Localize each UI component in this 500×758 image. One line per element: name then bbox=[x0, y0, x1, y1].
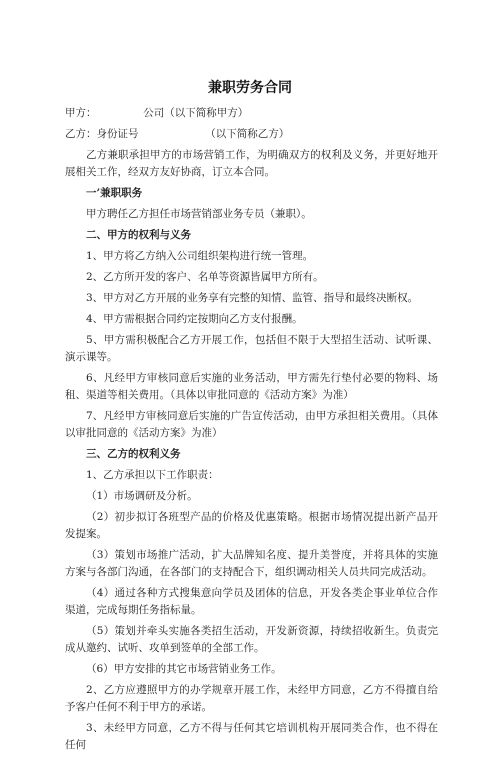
section-2-item: 3、甲方对乙方开展的业务享有完整的知情、监管、指导和最终决断权。 bbox=[86, 292, 419, 304]
section-3-duty: （4）通过各种方式搜集意向学员及团体的信息，开发各类企事业单位合作渠道，完成每期任务指标量。 bbox=[65, 587, 438, 616]
section-3-heading: 三、乙方的权利义务 bbox=[86, 448, 181, 460]
section-3-duty: （2）初步拟订各班型产品的价格及优惠策略。根据市场情况提出新产品开发提案。 bbox=[65, 511, 438, 540]
section-2-item: 5、甲方需积极配合乙方开展工作，包括但不限于大型招生活动、试听课、演示课等。 bbox=[65, 334, 438, 363]
section-3-item: 3、未经甲方同意，乙方不得与任何其它培训机构开展同类合作，也不得在任何 bbox=[65, 722, 438, 751]
section-3-duty: （3）策划市场推广活动，扩大品牌知名度、提升美誉度，并将具体的实施方案与各部门沟通，在各部门的支持配合下，组织调动相关人员共同完成活动。 bbox=[65, 549, 438, 578]
intro-paragraph: 乙方兼职承担甲方的市场营销工作，为明确双方的权利及义务，并更好地开展相关工作，经双方友好协商，订立本合同。 bbox=[65, 149, 438, 178]
section-3-item: 2、乙方应遵照甲方的办学规章开展工作，未经甲方同意，乙方不得擅自给予客户任何不利于甲方的承诺。 bbox=[65, 684, 438, 713]
section-3-duty: （5）策划并牵头实施各类招生活动，开发新资源，持续招收新生。负责完成从邀约、试听、攻单到签单的全部工作。 bbox=[65, 625, 438, 654]
section-1-heading: 一’兼职职务 bbox=[86, 187, 143, 199]
section-1-text: 甲方聘任乙方担任市场营销部业务专员（兼职）。 bbox=[86, 208, 312, 220]
party-b-line: 乙方：身份证号 （以下简称乙方） bbox=[65, 128, 290, 140]
section-2-item: 1、甲方将乙方纳入公司组织架构进行统一管理。 bbox=[86, 250, 314, 262]
document-title: 兼职劳务合同 bbox=[208, 80, 292, 96]
section-2-heading: 二、甲方的权利与义务 bbox=[86, 229, 191, 241]
section-3-item: 1、乙方承担以下工作职责： bbox=[86, 469, 219, 481]
party-a-line: 甲方： 公司（以下简称甲方） bbox=[65, 107, 249, 119]
section-3-duty: （1）市场调研及分析。 bbox=[86, 490, 198, 502]
section-2-item: 2、乙方所开发的客户、名单等资源皆属甲方所有。 bbox=[86, 271, 324, 283]
section-2-item: 7、凡经甲方审核同意后实施的广告宣传活动，由甲方承担相关费用。（具体以审批同意的《活动方案》为准） bbox=[65, 410, 438, 439]
section-2-item: 4、甲方需根据合同约定按期向乙方支付报酬。 bbox=[86, 313, 303, 325]
section-2-item: 6、凡经甲方审核同意后实施的业务活动，甲方需先行垫付必要的物料、场租、渠道等相关费用。（具体以审批同意的《活动方案》为准） bbox=[65, 372, 438, 401]
section-3-duty: （6）甲方安排的其它市场营销业务工作。 bbox=[86, 663, 282, 675]
document-body bbox=[65, 105, 438, 758]
